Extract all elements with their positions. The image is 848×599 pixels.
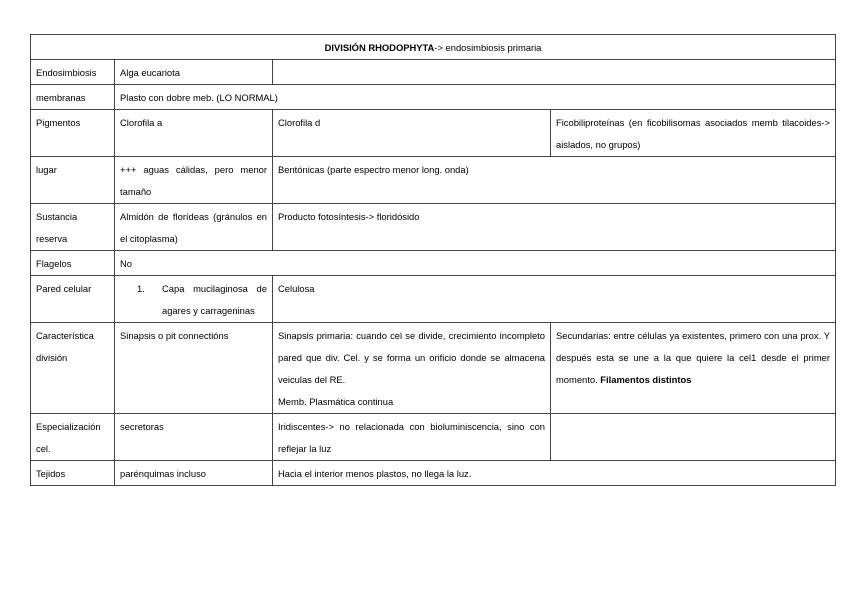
table-row <box>31 35 836 60</box>
table-cell: Plasto con dobre meb. (LO NORMAL) <box>115 85 836 110</box>
table-title: DIVISIÓN RHODOPHYTA-> endosimbiosis primaria <box>31 35 836 60</box>
table-cell: Iridiscentes-> no relacionada con bioluminiscencia, sino con reflejar la luz <box>273 414 551 461</box>
table-cell <box>115 276 273 323</box>
cell-bold-text: Filamentos distintos <box>600 374 692 385</box>
table-cell: Clorofila d <box>273 110 551 157</box>
table-row <box>31 251 836 276</box>
row-label: membranas <box>31 85 115 110</box>
table-cell: No <box>115 251 836 276</box>
table-cell: Almidón de florídeas (gránulos en el citoplasma) <box>115 204 273 251</box>
table-row <box>31 85 836 110</box>
list-item: Capa mucilaginosa de agares y carrageninas <box>162 283 267 316</box>
table-row <box>31 60 836 85</box>
row-label: Flagelos <box>31 251 115 276</box>
row-label: Pigmentos <box>31 110 115 157</box>
row-label: Endosimbiosis <box>31 60 115 85</box>
table-cell: Hacia el interior menos plastos, no llega la luz. <box>273 461 836 486</box>
table-row <box>31 323 836 414</box>
rhodophyta-table <box>30 34 836 486</box>
table-cell: secretoras <box>115 414 273 461</box>
row-label: Especialización cel. <box>31 414 115 461</box>
table-row <box>31 204 836 251</box>
table-cell: Sinapsis o pit connectións <box>115 323 273 414</box>
table-cell: Bentónicas (parte espectro menor long. onda) <box>273 157 836 204</box>
row-label: Sustancia reserva <box>31 204 115 251</box>
table-cell <box>551 323 836 414</box>
cell-paragraph: Memb. Plasmática continua <box>278 396 394 407</box>
table-cell <box>551 414 836 461</box>
table-row <box>31 157 836 204</box>
table-cell: Ficobiliproteínas (en ficobilisomas asociados memb tilacoides-> aislados, no grupos) <box>551 110 836 157</box>
table-row <box>31 276 836 323</box>
row-label: Característica división <box>31 323 115 414</box>
table-row <box>31 110 836 157</box>
table-cell <box>273 60 836 85</box>
cell-text: Secundarias: entre células ya existentes, primero con una prox. Y después esta se une a la que quiere la cel1 desde el primer momento. <box>556 330 830 385</box>
table-cell <box>273 323 551 414</box>
list-number: 1. <box>137 283 145 294</box>
row-label: Pared celular <box>31 276 115 323</box>
row-label: Tejidos <box>31 461 115 486</box>
table-cell: Producto fotosíntesis-> floridósido <box>273 204 836 251</box>
table-cell: Alga eucariota <box>115 60 273 85</box>
table-cell: Clorofila a <box>115 110 273 157</box>
cell-paragraph: Sinapsis primaria: cuando cel se divide, crecimiento incompleto pared que div. Cel. y se forma un orificio donde se almacena veiculas del RE. <box>278 330 545 385</box>
table-cell: +++ aguas cálidas, pero menor tamaño <box>115 157 273 204</box>
table-row <box>31 414 836 461</box>
table-row <box>31 461 836 486</box>
table-cell: Celulosa <box>273 276 836 323</box>
table-cell: parénquimas incluso <box>115 461 273 486</box>
row-label: lugar <box>31 157 115 204</box>
